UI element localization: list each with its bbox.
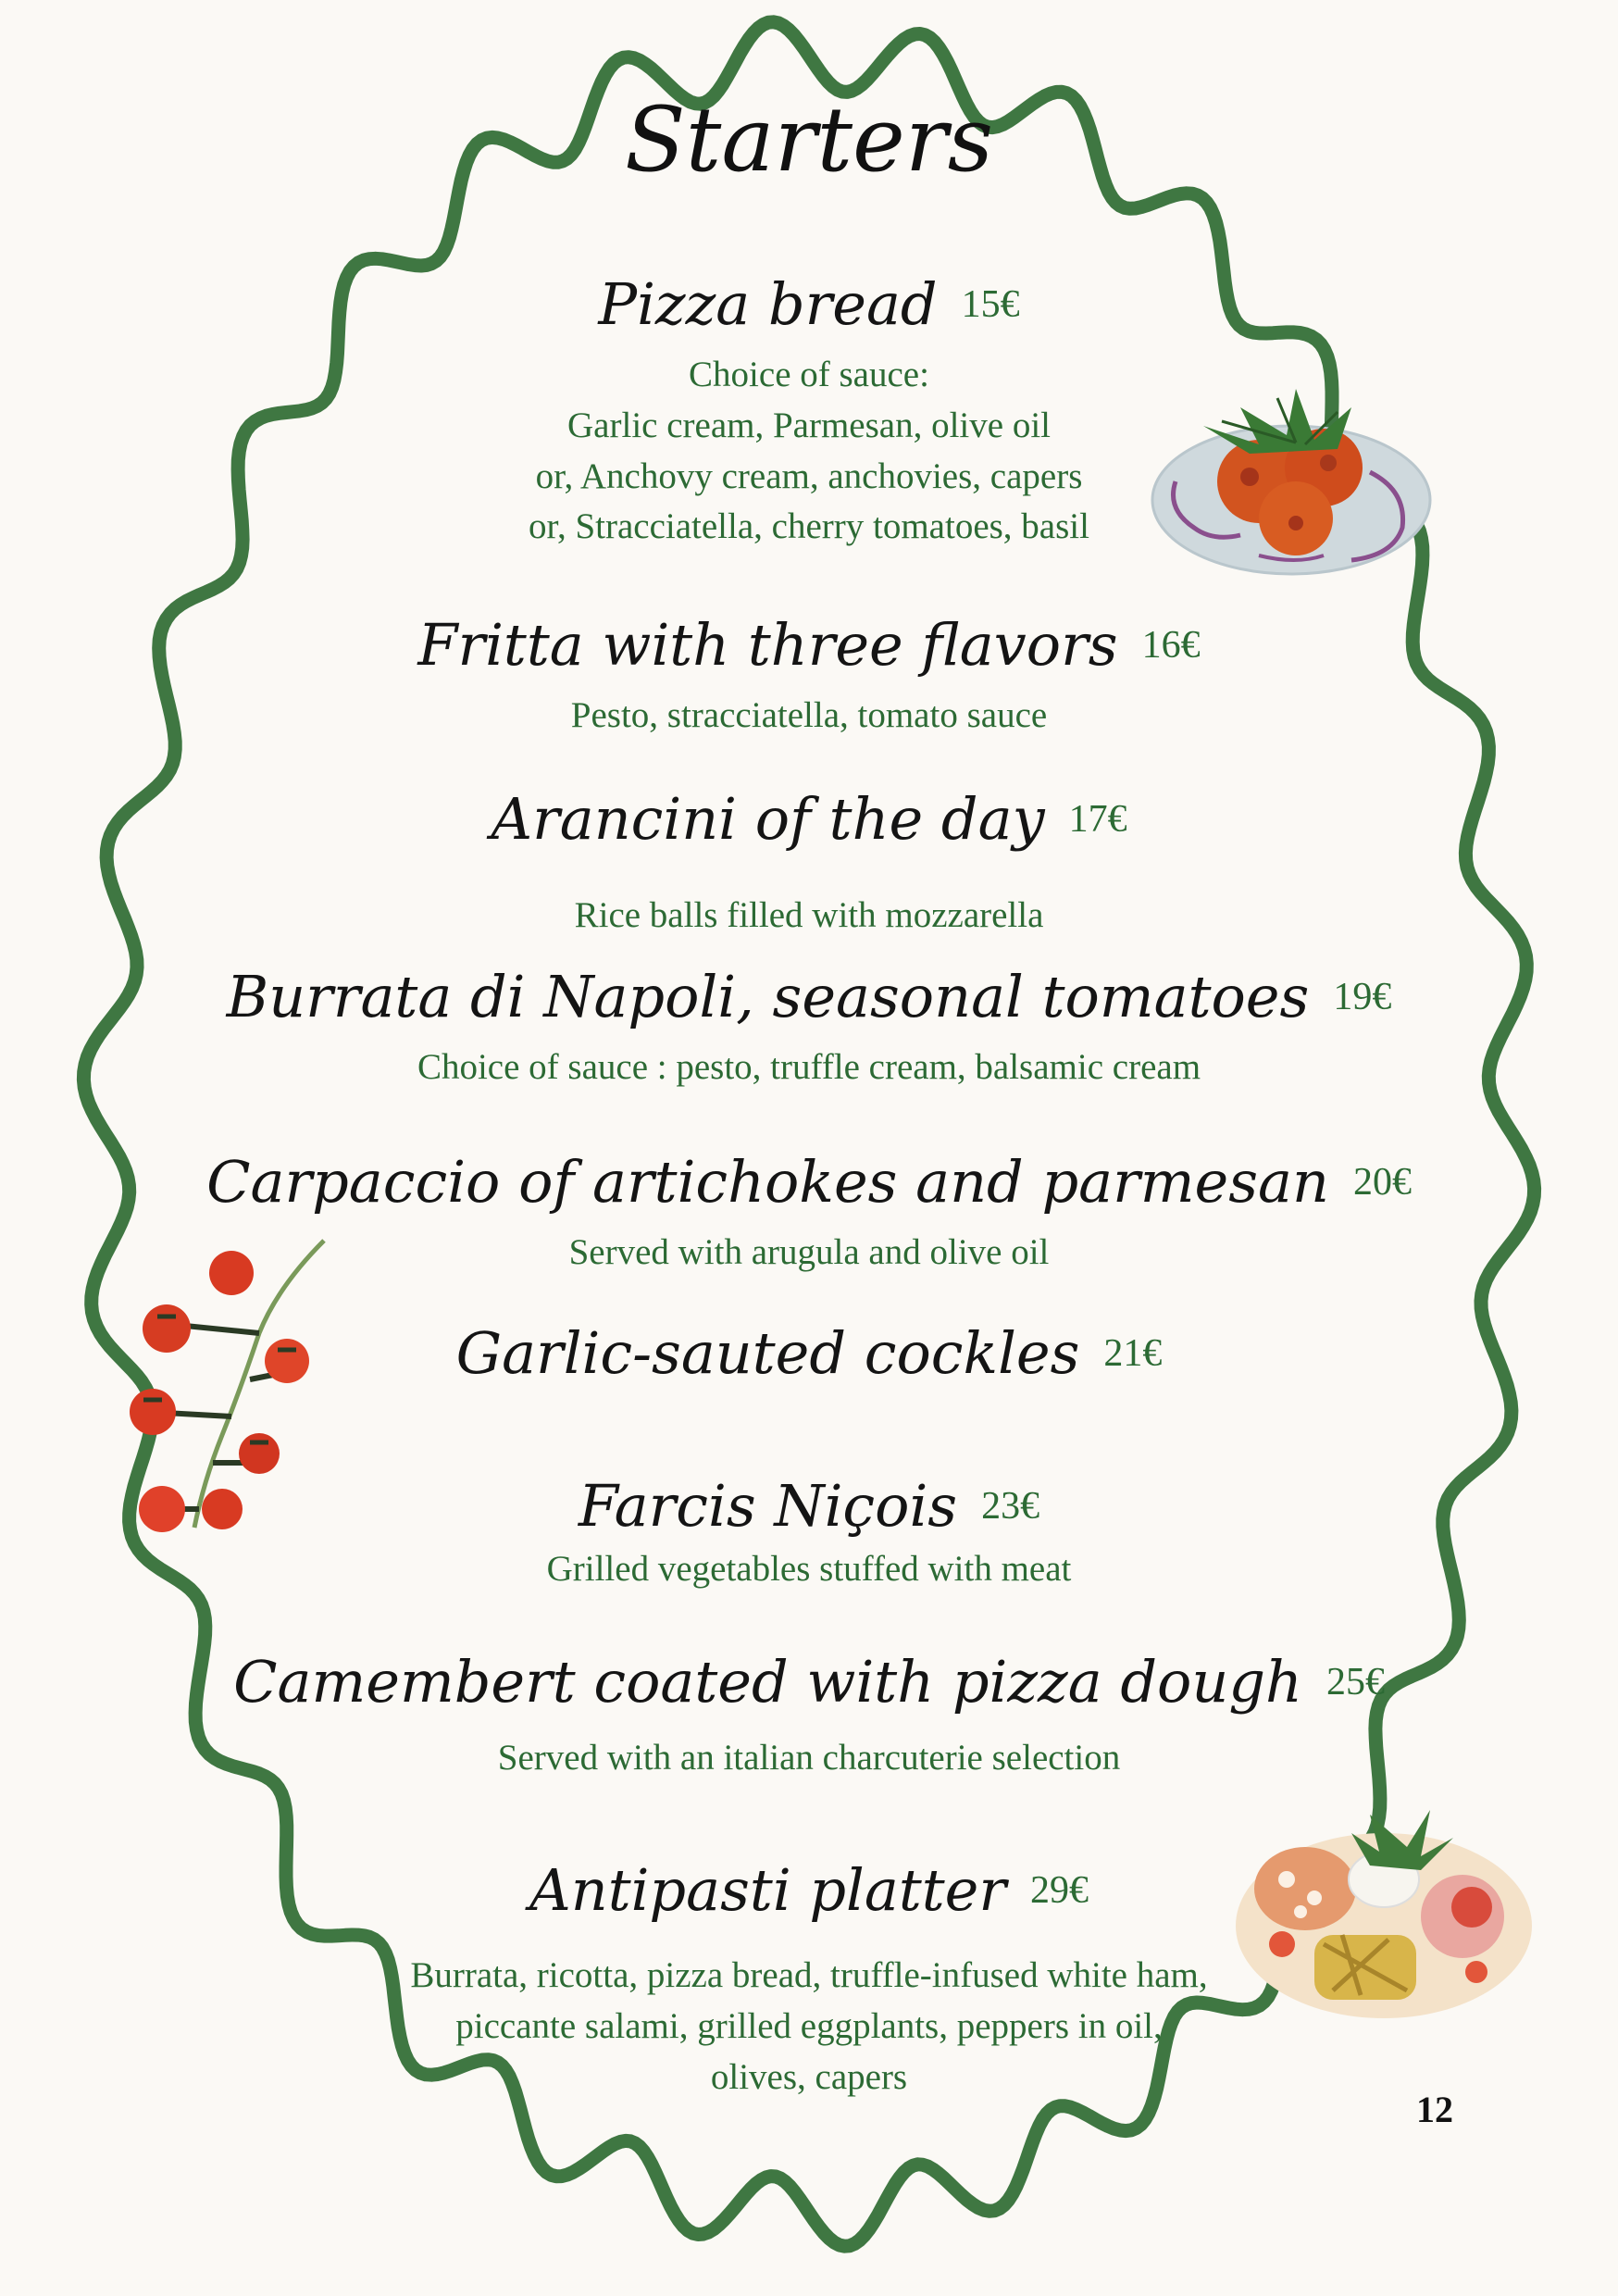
item-title: Carpaccio of artichokes and parmesan (206, 1148, 1329, 1216)
item-title: Garlic-sauted cockles (455, 1319, 1080, 1387)
item-description: Served with arugula and olive oil (568, 1232, 1050, 1273)
item-price: 21€ (1103, 1332, 1163, 1375)
menu-item-arancini (0, 785, 1618, 942)
item-price: 17€ (1068, 798, 1127, 841)
item-price: 20€ (1352, 1161, 1412, 1204)
item-description: Served with an italian charcuterie selection (497, 1738, 1121, 1778)
item-title: Fritta with three flavors (417, 611, 1118, 679)
item-title: Pizza bread (598, 270, 938, 338)
item-price: 16€ (1141, 624, 1201, 667)
item-title: Burrata di Napoli, seasonal tomatoes (226, 963, 1310, 1030)
item-title: Arancini of the day (491, 785, 1045, 853)
page-number: 12 (1416, 2089, 1453, 2130)
item-description: Pesto, stracciatella, tomato sauce (570, 695, 1048, 736)
menu-item-cockles (0, 1319, 1618, 1388)
menu-item-fritta (0, 611, 1618, 742)
menu-item-carpaccio (0, 1148, 1618, 1279)
item-title: Antipasti platter (529, 1856, 1006, 1924)
menu-item-farcis (0, 1472, 1618, 1595)
item-description: Rice balls filled with mozzarella (574, 895, 1044, 936)
item-description: Choice of sauce : pesto, truffle cream, balsamic cream (417, 1047, 1201, 1088)
item-title: Farcis Niçois (578, 1472, 958, 1540)
item-description: Grilled vegetables stuffed with meat (546, 1549, 1072, 1590)
item-price: 25€ (1326, 1661, 1385, 1703)
menu-item-antipasti (0, 1856, 1618, 2103)
menu-item-pizza-bread (0, 270, 1618, 553)
menu-item-burrata (0, 963, 1618, 1093)
item-description: Choice of sauce: Garlic cream, Parmesan, olive oil or, Anchovy cream, anchovies, capers or, Stracciatella, cherry tomatoes, basil (529, 355, 1089, 547)
item-description: Burrata, ricotta, pizza bread, truffle-infused white ham, piccante salami, grilled eggplants, peppers in oil, olives, capers (410, 1955, 1208, 2097)
page-title: Starters (624, 88, 993, 192)
item-price: 19€ (1333, 976, 1392, 1018)
item-price: 15€ (961, 283, 1020, 326)
item-title: Camembert coated with pizza dough (233, 1648, 1302, 1716)
menu-item-camembert (0, 1648, 1618, 1784)
item-price: 29€ (1030, 1869, 1089, 1912)
item-price: 23€ (981, 1485, 1040, 1528)
